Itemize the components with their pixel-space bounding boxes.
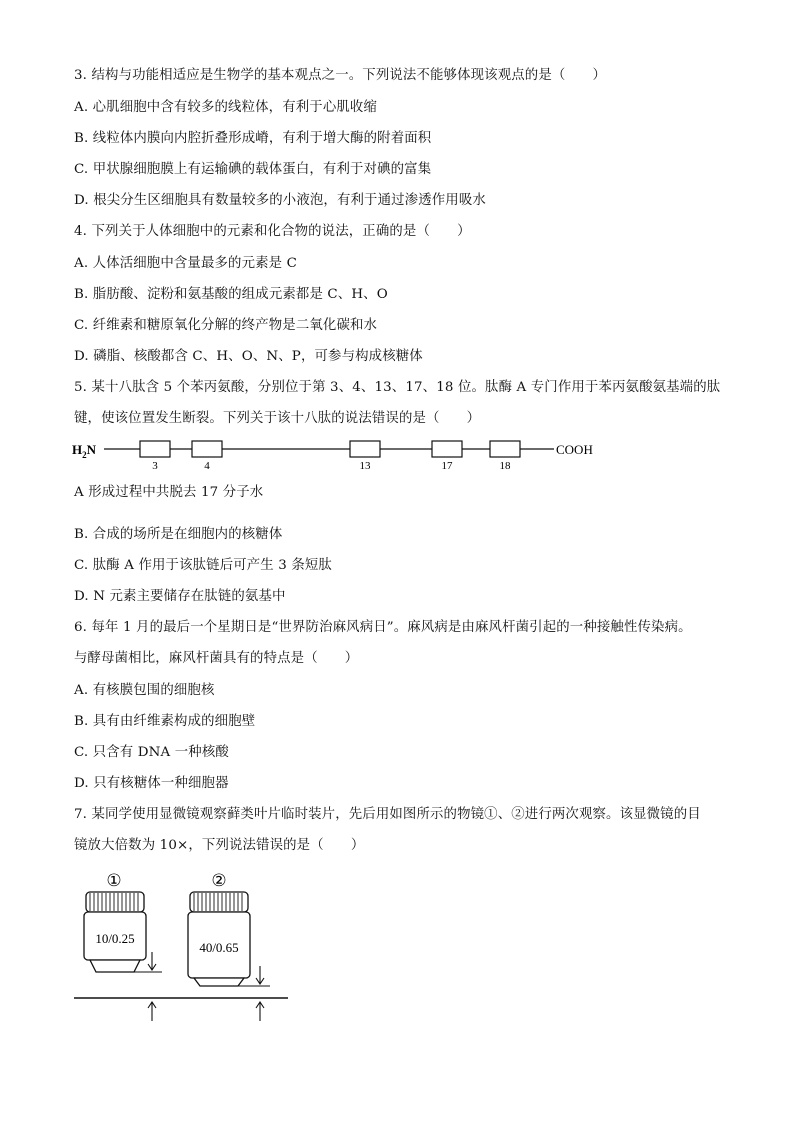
- q4-option-a: A. 人体活细胞中含量最多的元素是 C: [74, 256, 298, 271]
- q3-option-b: B. 线粒体内膜向内腔折叠形成嵴，有利于增大酶的附着面积: [74, 131, 432, 146]
- position-label-3: 3: [152, 460, 158, 472]
- q6-option-c: C. 只含有 DNA 一种核酸: [74, 745, 229, 760]
- residue-box-18: [490, 441, 520, 457]
- q4-option-b: B. 脂肪酸、淀粉和氨基酸的组成元素都是 C、H、O: [74, 287, 388, 302]
- q5-option-d: D. N 元素主要储存在肽链的氨基中: [74, 589, 286, 604]
- q4-stem: 4. 下列关于人体细胞中的元素和化合物的说法，正确的是（ ）: [74, 224, 471, 239]
- peptide-chain-diagram: [70, 436, 610, 474]
- residue-box-3: [140, 441, 170, 457]
- residue-box-4: [192, 441, 222, 457]
- objective-2-spec: 40/0.65: [199, 940, 239, 955]
- position-label-18: 18: [499, 460, 511, 472]
- objective-2-knurled-ring: [190, 892, 248, 912]
- q4-option-d: D. 磷脂、核酸都含 C、H、O、N、P，可参与构成核糖体: [74, 349, 423, 364]
- q7-stem-line2: 镜放大倍数为 10×，下列说法错误的是（ ）: [74, 838, 365, 853]
- objective-1-knurled-ring: [86, 892, 144, 912]
- q4-option-c: C. 纤维素和糖原氧化分解的终产物是二氧化碳和水: [74, 318, 378, 333]
- q6-option-b: B. 具有由纤维素构成的细胞壁: [74, 714, 256, 729]
- objective-1-number: ①: [106, 871, 122, 891]
- position-label-17: 17: [441, 460, 453, 472]
- q6-option-a: A. 有核膜包围的细胞核: [74, 683, 215, 698]
- amino-terminus-label: $H_2N$: [72, 442, 97, 460]
- q5-option-a: A 形成过程中共脱去 17 分子水: [74, 485, 264, 500]
- q5-stem-line1: 5. 某十八肽含 5 个苯丙氨酸，分别位于第 3、4、13、17、18 位。肽酶 A 专门作用于苯丙氨酸氨基端的肽: [74, 380, 721, 395]
- position-label-13: 13: [359, 460, 371, 472]
- q5-option-c: C. 肽酶 A 作用于该肽链后可产生 3 条短肽: [74, 558, 332, 573]
- q3-option-c: C. 甲状腺细胞膜上有运输碘的载体蛋白，有利于对碘的富集: [74, 162, 432, 177]
- q6-stem-line1: 6. 每年 1 月的最后一个星期日是“世界防治麻风病日”。麻风病是由麻风杆菌引起的一种接触性传染病。: [74, 620, 692, 635]
- carboxyl-terminus-label: COOH: [556, 442, 593, 457]
- residue-box-13: [350, 441, 380, 457]
- objective-lenses-diagram: [70, 866, 300, 1026]
- q6-option-d: D. 只有核糖体一种细胞器: [74, 776, 229, 791]
- q5-stem-line2: 键，使该位置发生断裂。下列关于该十八肽的说法错误的是（ ）: [74, 411, 481, 426]
- q3-stem: 3. 结构与功能相适应是生物学的基本观点之一。下列说法不能够体现该观点的是（ ）: [74, 68, 607, 83]
- q6-stem-line2: 与酵母菌相比，麻风杆菌具有的特点是（ ）: [74, 651, 359, 666]
- objective-2-number: ②: [211, 871, 227, 891]
- objective-1-spec: 10/0.25: [95, 931, 135, 946]
- q3-option-d: D. 根尖分生区细胞具有数量较多的小液泡，有利于通过渗透作用吸水: [74, 193, 486, 208]
- position-label-4: 4: [204, 460, 210, 472]
- residue-box-17: [432, 441, 462, 457]
- q5-option-b: B. 合成的场所是在细胞内的核糖体: [74, 527, 283, 542]
- q3-option-a: A. 心肌细胞中含有较多的线粒体，有利于心肌收缩: [74, 100, 377, 115]
- q7-stem-line1: 7. 某同学使用显微镜观察藓类叶片临时装片，先后用如图所示的物镜①、②进行两次观察。该显微镜的目: [74, 807, 701, 822]
